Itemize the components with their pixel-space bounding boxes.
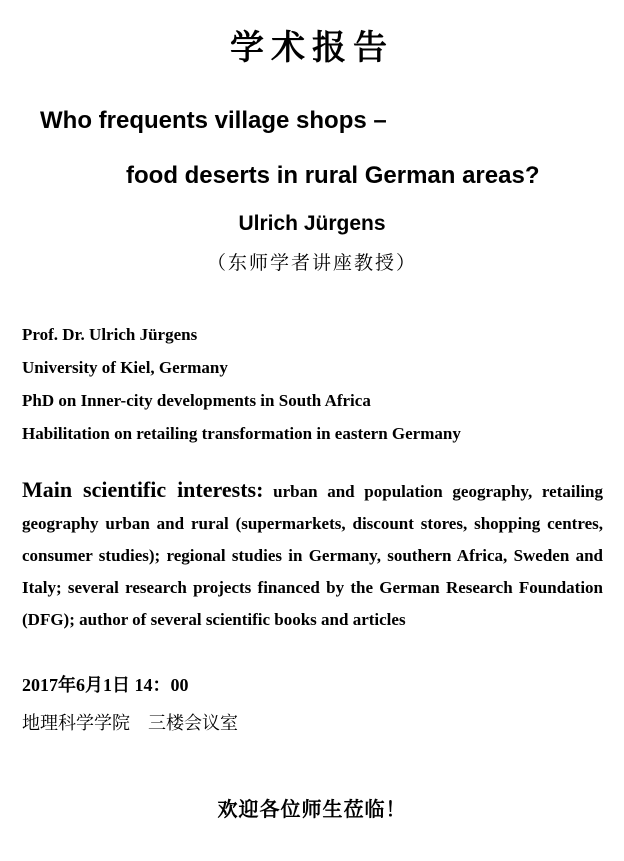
event-details	[22, 672, 624, 736]
speaker-name: Ulrich Jürgens	[238, 212, 386, 235]
scientific-interests-paragraph	[22, 474, 603, 636]
bio-line-university: University of Kiel, Germany	[22, 358, 228, 377]
event-location: 地理科学学院 三楼会议室	[22, 713, 238, 733]
speaker-subtitle: （东师学者讲座教授）	[206, 253, 417, 274]
scientific-interests-body: urban and population geography, retailing geography urban and rural (supermarkets, discount stores, shopping centres, consumer studies); regional studies in Germany, southern Africa, Sweden and Italy; several research projects financed by the German Research Foundation (DFG); author of several scientific books and articles	[22, 482, 603, 629]
event-datetime: 2017年6月1日 14：00	[22, 675, 189, 695]
bio-line-name: Prof. Dr. Ulrich Jürgens	[22, 325, 198, 344]
talk-title-line-2: food deserts in rural German areas?	[126, 162, 540, 189]
page-title: 学术报告	[230, 28, 394, 68]
closing-welcome-line: 欢迎各位师生莅临！	[217, 797, 407, 821]
scientific-interests-heading: Main scientific interests:	[22, 477, 264, 502]
talk-title-line-1: Who frequents village shops –	[40, 107, 387, 134]
bio-line-habilitation: Habilitation on retailing transformation in eastern Germany	[22, 424, 461, 443]
speaker-bio	[22, 318, 602, 450]
bio-line-phd: PhD on Inner-city developments in South Africa	[22, 391, 371, 410]
talk-title	[0, 109, 624, 188]
